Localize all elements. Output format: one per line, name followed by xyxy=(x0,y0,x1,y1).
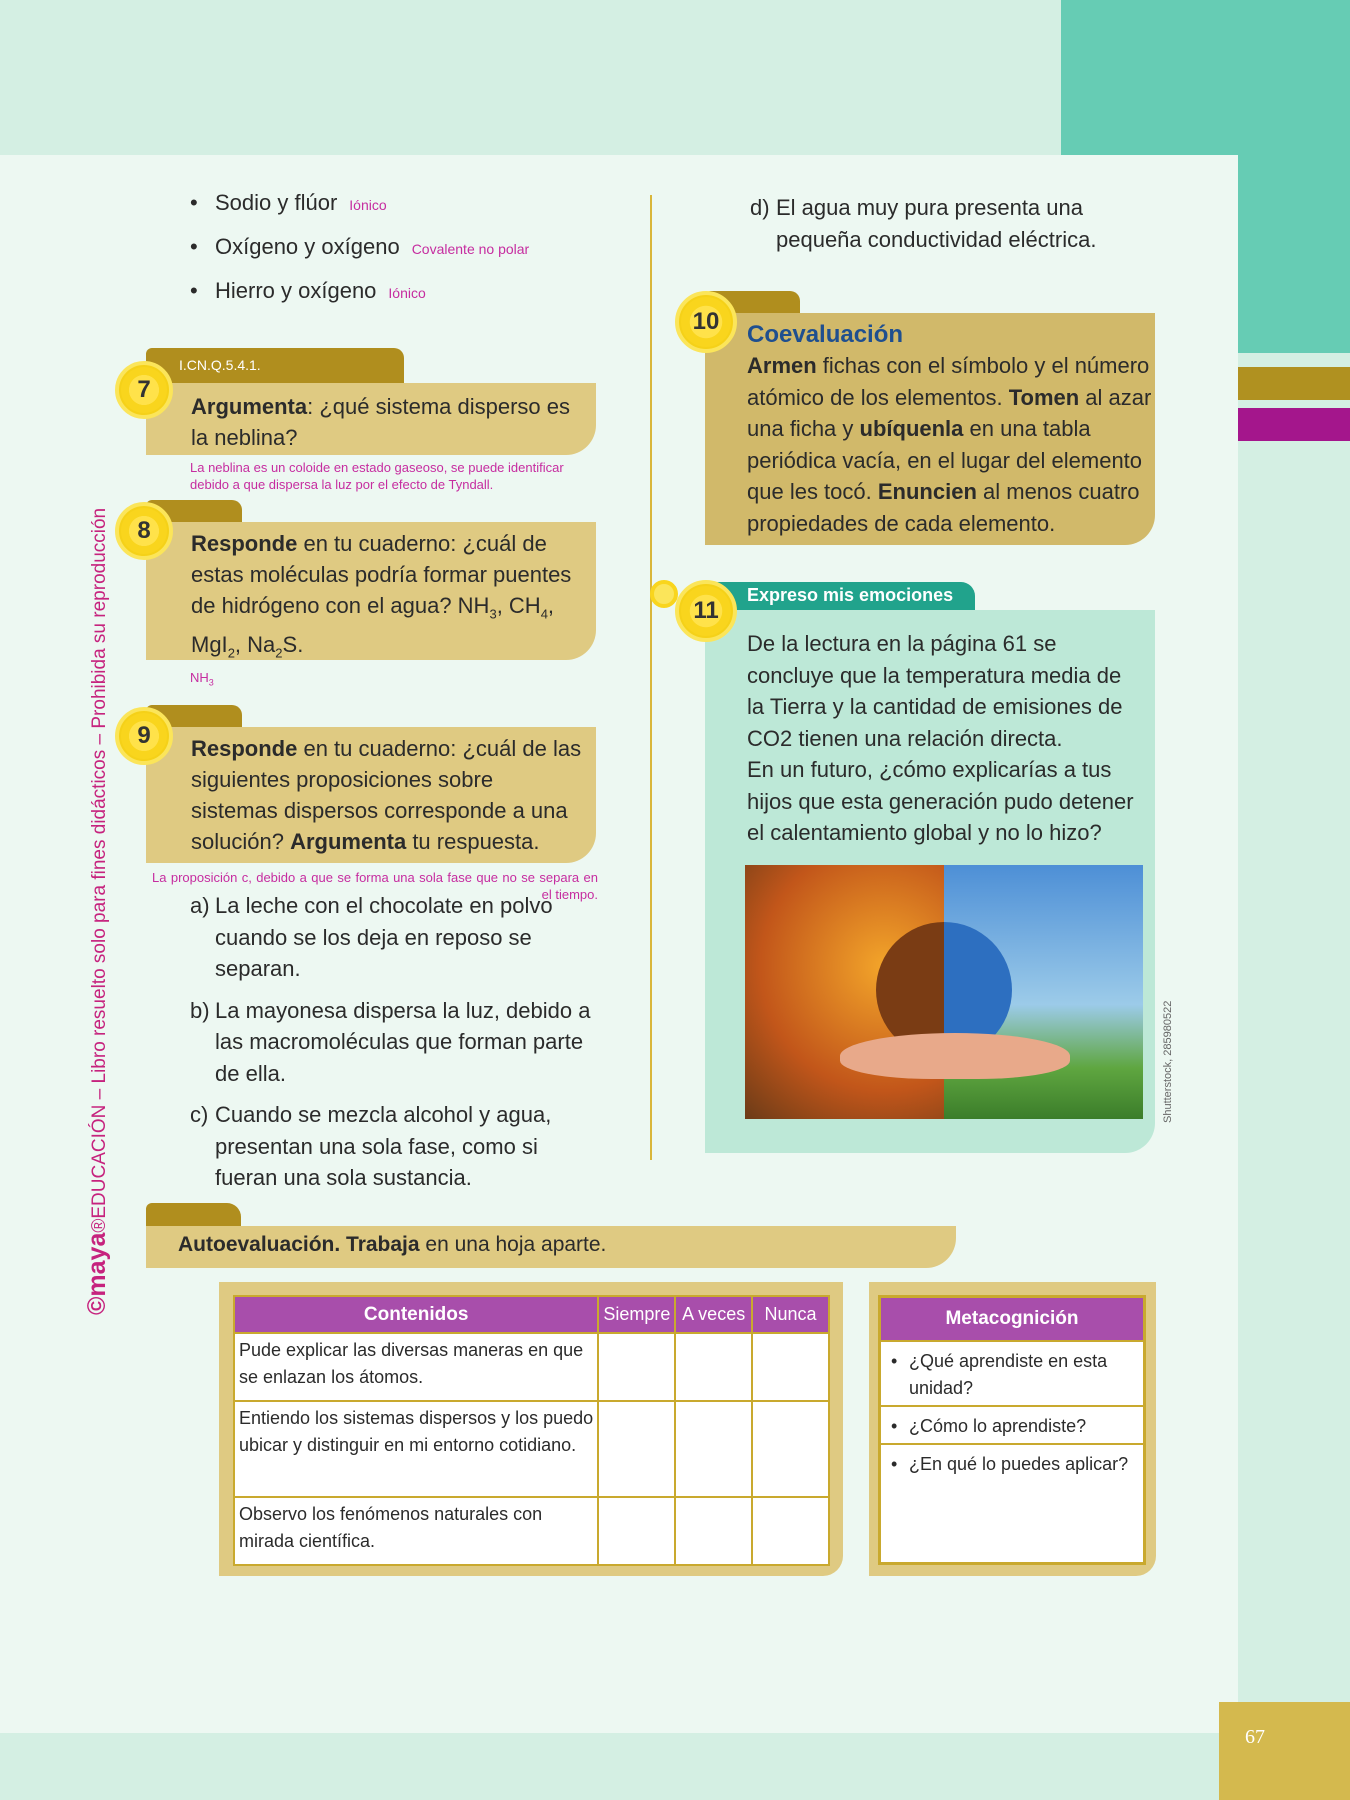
q11-paragraph-1: De la lectura en la página 61 se concluye que la temperatura media de la Tierra y la cantidad de emisiones de CO2 tienen una relación directa. xyxy=(747,631,1123,751)
list-item: • ¿Qué aprendiste en esta unidad? xyxy=(881,1342,1143,1407)
q11-paragraph-2: En un futuro, ¿cómo explicarías a tus hijos que esta generación pudo detener el calentamiento global y no lo hizo? xyxy=(747,757,1134,845)
check-cell[interactable] xyxy=(752,1401,829,1497)
option-a: a) La leche con el chocolate en polvo cuando se los deja en reposo se separan. xyxy=(190,893,553,981)
column-divider xyxy=(650,195,652,1160)
q8-answer: $NH_3$ xyxy=(190,670,214,688)
top-right-band xyxy=(1061,0,1350,155)
col-header: A veces xyxy=(675,1296,752,1333)
autoeval-table-box xyxy=(219,1282,843,1576)
check-cell[interactable] xyxy=(752,1333,829,1401)
q7-code-tab: I.CN.Q.5.4.1. xyxy=(146,348,404,384)
q10-box xyxy=(705,313,1155,545)
q7-answer: La neblina es un coloide en estado gaseoso, se puede identificar debido a que dispersa la luz por el efecto de Tyndall. xyxy=(190,460,564,492)
option-b: b) La mayonesa dispersa la luz, debido a las macromoléculas que forman parte de ella. xyxy=(190,997,591,1086)
list-item: • ¿En qué lo puedes aplicar? xyxy=(881,1445,1143,1481)
q11-tab: Expreso mis emociones xyxy=(705,582,975,611)
check-cell[interactable] xyxy=(752,1497,829,1565)
right-green-band xyxy=(1238,155,1350,353)
bond-list xyxy=(190,190,529,322)
bottom-band xyxy=(0,1733,1350,1800)
q10-title: Coevaluación xyxy=(747,321,904,348)
photo-credit: Shutterstock, 285980522 xyxy=(1162,1000,1174,1123)
q11-deco-circle xyxy=(650,580,678,608)
list-item: • Oxígeno y oxígeno Covalente no polar xyxy=(190,234,530,259)
check-cell[interactable] xyxy=(675,1401,752,1497)
autoeval-table xyxy=(233,1295,830,1566)
check-cell[interactable] xyxy=(598,1497,675,1565)
right-magenta-band xyxy=(1238,408,1350,441)
page-number: 67 xyxy=(1219,1702,1350,1800)
metacognition-box xyxy=(869,1282,1156,1576)
side-copyright: ©maya®EDUCACIÓN – Libro resuelto solo para fines didácticos – Prohibida su reproducción xyxy=(83,507,111,1315)
check-cell[interactable] xyxy=(598,1333,675,1401)
q9-options xyxy=(190,890,600,1194)
hand-image xyxy=(840,1033,1070,1079)
check-cell[interactable] xyxy=(675,1333,752,1401)
q7-number-badge: 7 xyxy=(115,361,173,419)
list-item: • Hierro y oxígeno Iónico xyxy=(190,278,426,303)
metacognition-title: Metacognición xyxy=(881,1298,1143,1342)
q11-number-badge: 11 xyxy=(675,580,737,642)
q10-number-badge: 10 xyxy=(675,291,737,353)
autoeval-tab xyxy=(146,1203,241,1227)
check-cell[interactable] xyxy=(675,1497,752,1565)
table-row: Pude explicar las diversas maneras en que se enlazan los átomos. xyxy=(234,1333,829,1401)
q10-text: Armen fichas con el símbolo y el número atómico de los elementos. Tomen al azar una ficha y ubíquenla en una tabla periódica vacía, en el lugar del elemento que les tocó. Enuncien al menos cuatro propiedades de cada elemento. xyxy=(747,353,1152,536)
col-header: Contenidos xyxy=(234,1296,598,1333)
metacognition-list xyxy=(878,1295,1146,1565)
q7-box: Argumenta: ¿qué sistema disperso es la neblina? xyxy=(146,383,596,455)
q8-number-badge: 8 xyxy=(115,502,173,560)
option-c: c) Cuando se mezcla alcohol y agua, presentan una sola fase, como si fueran una sola sustancia. xyxy=(190,1102,552,1190)
col-header: Nunca xyxy=(752,1296,829,1333)
list-item: • Sodio y flúor Iónico xyxy=(190,190,387,215)
q8-box: Responde en tu cuaderno: ¿cuál de estas moléculas podría formar puentes de hidrógeno con el agua? $NH_3$, $CH_4$, MgI$_2$, $Na_2S$. xyxy=(146,522,596,660)
option-d: d) El agua muy pura presenta una pequeña conductividad eléctrica. xyxy=(750,195,1097,252)
table-row: Observo los fenómenos naturales con mirada científica. xyxy=(234,1497,829,1565)
autoeval-heading: Autoevaluación. Trabaja en una hoja aparte. xyxy=(146,1226,956,1268)
check-cell[interactable] xyxy=(598,1401,675,1497)
right-olive-band xyxy=(1238,367,1350,400)
col-header: Siempre xyxy=(598,1296,675,1333)
q9-box: Responde en tu cuaderno: ¿cuál de las siguientes proposiciones sobre sistemas dispersos corresponde a una solución? Argumenta tu respuesta. xyxy=(146,727,596,863)
list-item: • ¿Cómo lo aprendiste? xyxy=(881,1407,1143,1445)
table-row: Entiendo los sistemas dispersos y los puedo ubicar y distinguir en mi entorno cotidiano. xyxy=(234,1401,829,1497)
q9-answer: La proposición c, debido a que se forma una sola fase que no se separa en el tiempo. xyxy=(152,870,598,902)
climate-photo xyxy=(745,865,1143,1119)
q9-number-badge: 9 xyxy=(115,707,173,765)
